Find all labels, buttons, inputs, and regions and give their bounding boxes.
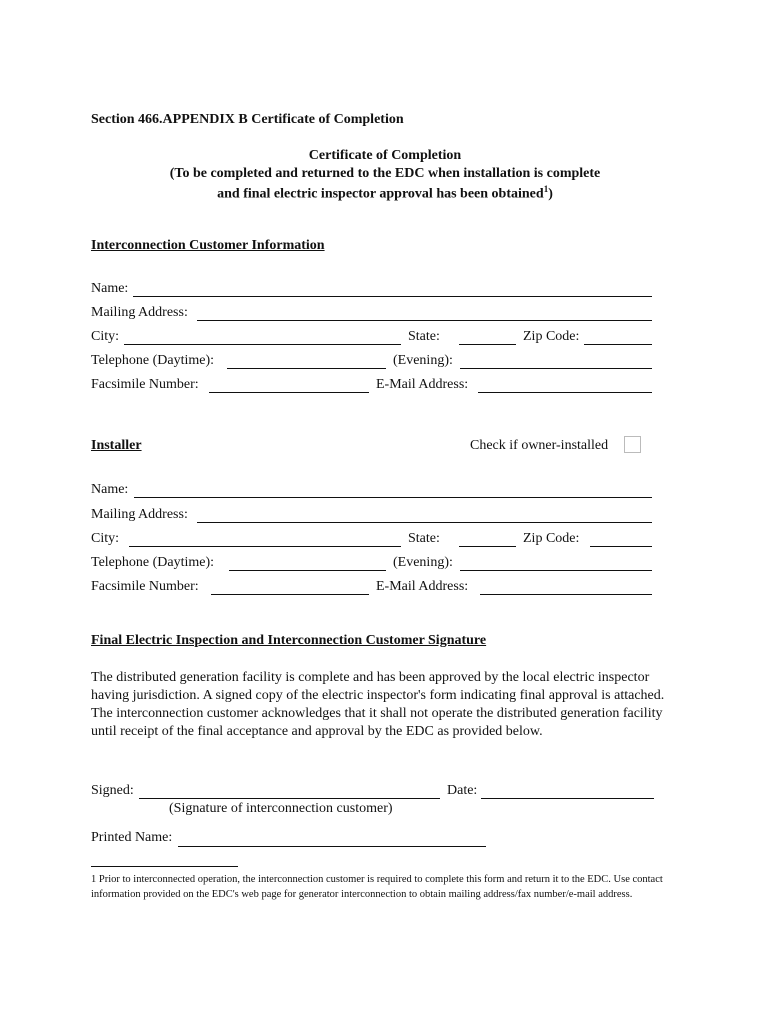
- owner-installed-label: Check if owner-installed: [470, 438, 609, 453]
- customer-zip-field[interactable]: [584, 344, 652, 345]
- installer-email-field[interactable]: [480, 594, 652, 595]
- customer-telephone-field[interactable]: [227, 368, 386, 369]
- owner-installed-checkbox[interactable]: [624, 436, 641, 453]
- certificate-title: Certificate of Completion: [308, 148, 462, 163]
- footnote-marker: 1: [543, 184, 549, 194]
- subtitle-line2-text: and final electric inspector approval has been obtained: [217, 186, 544, 202]
- customer-city-label: City:: [91, 329, 120, 344]
- installer-name-field[interactable]: [134, 497, 652, 498]
- installer-heading: Installer: [91, 438, 142, 453]
- signature-caption: (Signature of interconnection customer): [169, 801, 393, 816]
- installer-city-label: City:: [91, 531, 120, 546]
- certificate-subtitle-line2: [0, 184, 770, 203]
- date-field[interactable]: [481, 798, 654, 799]
- footnote-divider: [91, 866, 238, 867]
- customer-fax-field[interactable]: [209, 392, 369, 393]
- customer-mailing-label: Mailing Address:: [91, 305, 188, 320]
- customer-zip-label: Zip Code:: [523, 329, 580, 344]
- customer-info-heading: Interconnection Customer Information: [91, 238, 325, 253]
- date-label: Date:: [447, 783, 478, 798]
- section-heading: Section 466.APPENDIX B Certificate of Completion: [91, 112, 404, 127]
- customer-name-field[interactable]: [133, 296, 652, 297]
- customer-email-label: E-Mail Address:: [376, 377, 469, 392]
- installer-name-label: Name:: [91, 482, 129, 497]
- customer-city-field[interactable]: [124, 344, 401, 345]
- signature-section-heading: Final Electric Inspection and Interconnection Customer Signature: [91, 633, 487, 648]
- subtitle-line2-close: ): [548, 186, 553, 202]
- customer-state-field[interactable]: [459, 344, 516, 345]
- installer-state-field[interactable]: [459, 546, 516, 547]
- installer-telephone-label: Telephone (Daytime):: [91, 555, 215, 570]
- signed-label: Signed:: [91, 783, 134, 798]
- signature-section-body: The distributed generation facility is complete and has been approved by the local electric inspector having jurisdiction. A signed copy of the electric inspector's form indicating final approval is attached. The interconnection customer acknowledges that it shall not operate the distributed generation facility until receipt of the final acceptance and approval by the EDC as provided below.: [91, 670, 665, 739]
- installer-fax-field[interactable]: [211, 594, 369, 595]
- footnote-text: 1 Prior to interconnected operation, the interconnection customer is required to complete this form and return it to the EDC. Use contact information provided on the EDC's web page for generator interconnection to obtain mailing address/fax number/e-mail address.: [91, 874, 663, 900]
- customer-evening-label: (Evening):: [393, 353, 453, 368]
- printed-name-label: Printed Name:: [91, 830, 173, 845]
- customer-mailing-field[interactable]: [197, 320, 652, 321]
- installer-mailing-label: Mailing Address:: [91, 507, 188, 522]
- customer-email-field[interactable]: [478, 392, 652, 393]
- installer-email-label: E-Mail Address:: [376, 579, 469, 594]
- customer-telephone-label: Telephone (Daytime):: [91, 353, 215, 368]
- customer-fax-label: Facsimile Number:: [91, 377, 199, 392]
- customer-name-label: Name:: [91, 281, 129, 296]
- certificate-subtitle-line1: (To be completed and returned to the EDC when installation is complete: [169, 166, 601, 181]
- installer-city-field[interactable]: [129, 546, 401, 547]
- installer-mailing-field[interactable]: [197, 522, 652, 523]
- installer-state-label: State:: [408, 531, 440, 546]
- signature-field[interactable]: [139, 798, 440, 799]
- installer-evening-label: (Evening):: [393, 555, 453, 570]
- installer-telephone-field[interactable]: [229, 570, 386, 571]
- customer-evening-field[interactable]: [460, 368, 652, 369]
- installer-zip-label: Zip Code:: [523, 531, 580, 546]
- installer-evening-field[interactable]: [460, 570, 652, 571]
- customer-state-label: State:: [408, 329, 440, 344]
- installer-zip-field[interactable]: [590, 546, 652, 547]
- installer-fax-label: Facsimile Number:: [91, 579, 199, 594]
- printed-name-field[interactable]: [178, 846, 486, 847]
